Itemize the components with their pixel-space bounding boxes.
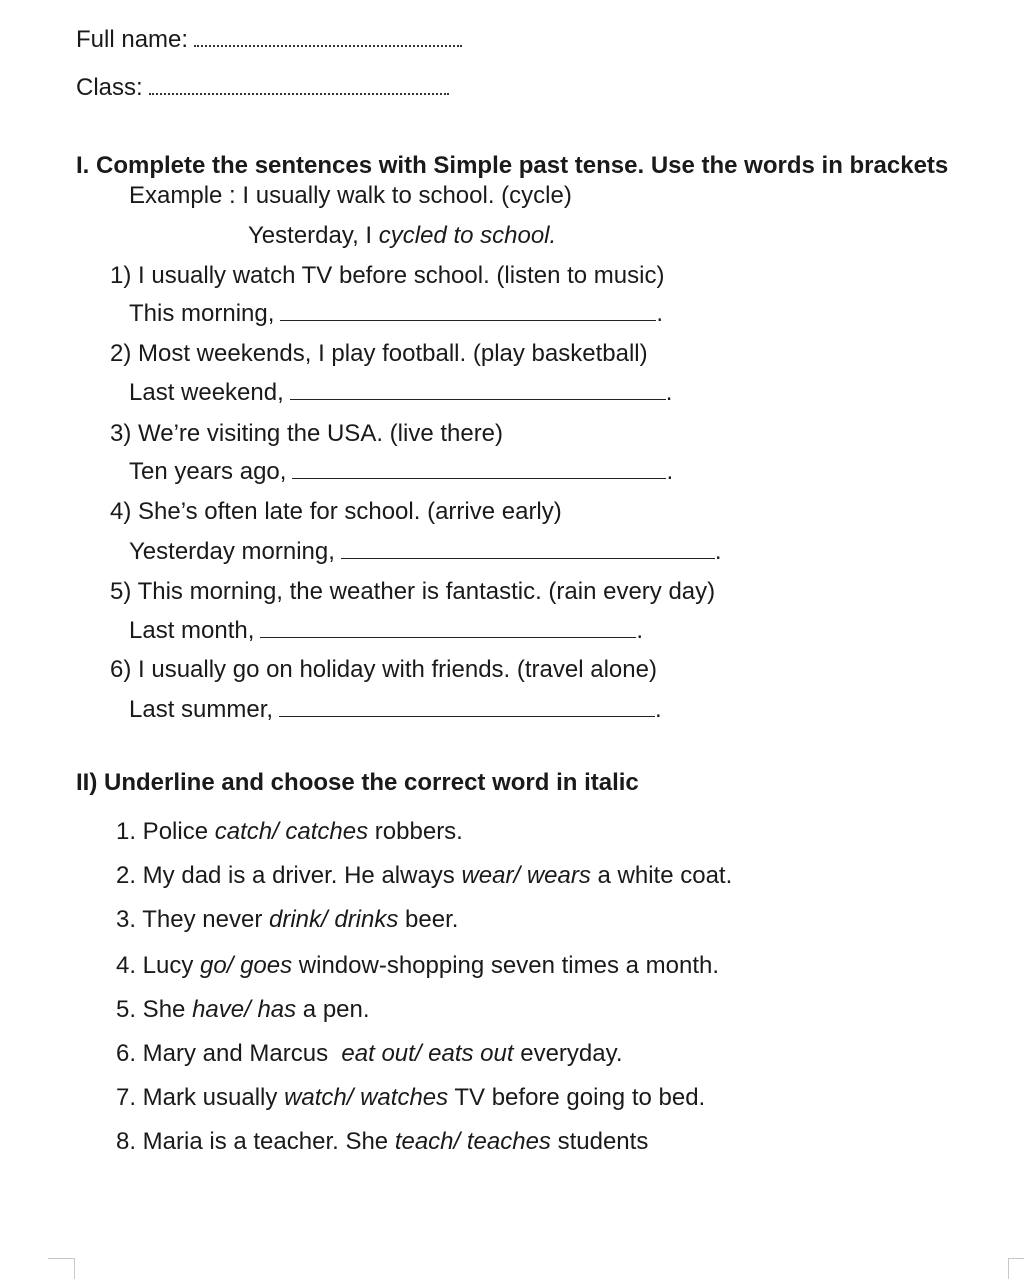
choice-options[interactable]: catch/ catches [214,818,369,845]
example-answer-prefix: Yesterday, I [248,222,379,249]
answer-prompt-4: Yesterday morning, [129,538,335,565]
class-label: Class: [76,74,143,101]
answer-blank-6[interactable] [279,715,655,717]
answer-row-5: Last month, . [129,617,644,644]
full-name-field[interactable] [194,44,462,47]
choice-item-text: 5. She [116,996,193,1023]
answer-blank-3[interactable] [292,477,666,479]
answer-row-6: Last summer, . [129,696,662,723]
example-line: Example : I usually walk to school. (cycle) [129,182,572,209]
full-name-row [76,26,462,55]
choice-options[interactable]: eat out/ eats out [341,1040,514,1067]
answer-prompt-2: Last weekend, [129,379,284,406]
answer-row-4: Yesterday morning, . [129,538,722,565]
answer-prompt-3: Ten years ago, [129,458,287,485]
page-corner-mark-right [1008,1258,1024,1279]
class-row [76,74,449,103]
choice-item-text: robbers. [368,818,463,845]
example-answer-line [248,222,556,251]
choice-options[interactable]: watch/ watches [284,1084,449,1111]
choice-item-4 [116,952,719,981]
answer-prompt-5: Last month, [129,617,255,644]
question-1: 1) I usually watch TV before school. (listen to music) [110,262,665,289]
question-3: 3) We’re visiting the USA. (live there) [110,420,504,447]
choice-item-text: window-shopping seven times a month. [292,952,720,979]
choice-item-text: a white coat. [590,862,733,889]
section1-title: I. Complete the sentences with Simple past tense. Use the words in brackets [76,152,949,179]
choice-item-text: everyday. [513,1040,623,1067]
answer-blank-5[interactable] [260,636,636,638]
answer-row-2: Last weekend, . [129,379,673,406]
answer-prompt-6: Last summer, [129,696,274,723]
class-field[interactable] [149,92,449,95]
choice-item-5 [116,996,370,1025]
choice-item-text: a pen. [296,996,370,1023]
choice-options[interactable]: have/ has [192,996,297,1023]
answer-row-1: This morning, . [129,300,664,327]
answer-blank-2[interactable] [290,398,666,400]
answer-blank-4[interactable] [341,557,715,559]
choice-options[interactable]: wear/ wears [461,862,591,889]
choice-item-text: beer. [398,906,459,933]
choice-item-text: 2. My dad is a driver. He always [116,862,462,889]
question-6: 6) I usually go on holiday with friends. (travel alone) [110,656,657,683]
full-name-label: Full name: [76,26,189,53]
choice-item-2 [116,862,732,891]
choice-item-text: 3. They never [116,906,269,933]
choice-item-text: 8. Maria is a teacher. She [116,1128,395,1155]
choice-item-text: 6. Mary and Marcus [116,1040,342,1067]
answer-row-3: Ten years ago, . [129,458,674,485]
question-2: 2) Most weekends, I play football. (play basketball) [110,340,648,367]
choice-item-3 [116,906,458,935]
choice-options[interactable]: teach/ teaches [394,1128,551,1155]
question-4: 4) She’s often late for school. (arrive early) [110,498,562,525]
choice-item-text: 1. Police [116,818,215,845]
choice-item-6 [116,1040,622,1069]
choice-options[interactable]: go/ goes [200,952,293,979]
choice-options[interactable]: drink/ drinks [268,906,399,933]
choice-item-1 [116,818,463,847]
page-corner-mark-left [48,1258,75,1279]
answer-blank-1[interactable] [280,319,656,321]
choice-item-text: 4. Lucy [116,952,201,979]
choice-item-text: students [550,1128,649,1155]
choice-item-text: TV before going to bed. [448,1084,706,1111]
section2-title: II) Underline and choose the correct word in italic [76,769,639,796]
choice-item-8 [116,1128,648,1157]
answer-prompt-1: This morning, [129,300,275,327]
choice-item-7 [116,1084,705,1113]
example-answer: cycled to school. [378,222,557,249]
choice-item-text: 7. Mark usually [116,1084,285,1111]
question-5: 5) This morning, the weather is fantastic. (rain every day) [110,578,716,605]
